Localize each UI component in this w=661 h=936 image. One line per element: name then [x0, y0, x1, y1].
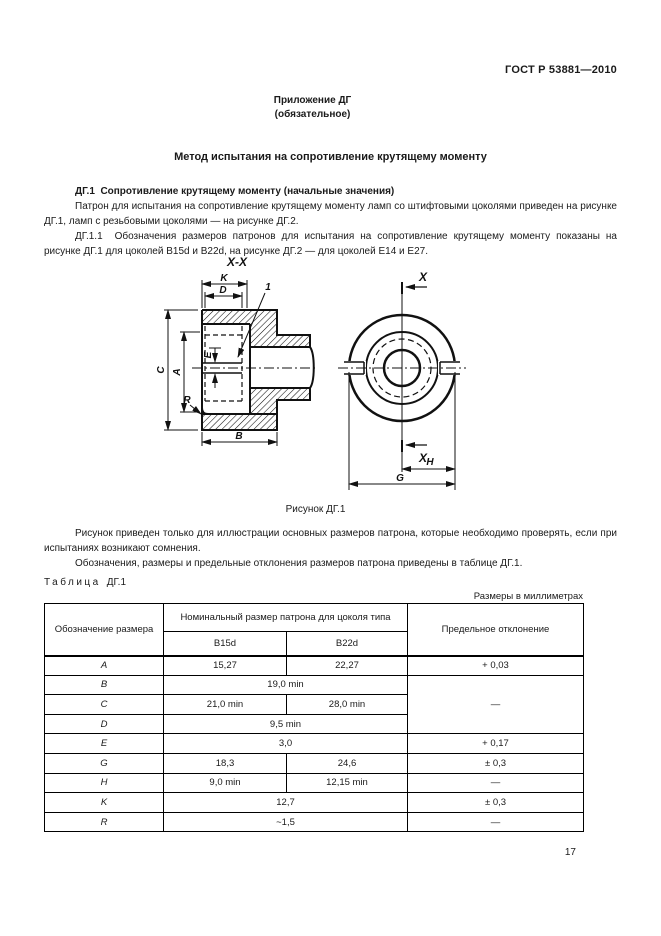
header-nominal: Номинальный размер патрона для цоколя типа [164, 604, 408, 632]
appendix-title: Приложение ДГ [273, 95, 352, 106]
dim-label-e: E [203, 351, 214, 359]
tolerance-cell: + 0,17 [408, 734, 584, 754]
value-cell: 12,7 [164, 793, 408, 813]
part-ref-label: 1 [265, 282, 271, 293]
tolerance-cell: — [408, 773, 584, 793]
table-row [45, 812, 584, 832]
dim-name-cell: H [45, 773, 164, 793]
figure-notes [44, 526, 617, 571]
dim-name-cell: R [45, 812, 164, 832]
dimension-h [402, 372, 455, 490]
tolerance-cell: — [408, 812, 584, 832]
page-title: Метод испытания на сопротивление крутящему моменту [174, 151, 487, 163]
table-row [45, 734, 584, 754]
dim-name-cell: A [45, 656, 164, 676]
value-cell: 28,0 min [287, 695, 408, 715]
dim-label-g: G [396, 473, 404, 484]
cut-mark-label: X [418, 270, 428, 284]
header-designation: Обозначение размера [45, 604, 164, 656]
tolerance-cell: — [408, 675, 584, 734]
value-cell: 9,0 min [164, 773, 287, 793]
dim-name-cell: C [45, 695, 164, 715]
value-cell: 15,27 [164, 656, 287, 676]
table-row [45, 793, 584, 813]
dim-label-b: B [235, 431, 243, 442]
page-number: 17 [564, 847, 576, 858]
appendix-type: (обязательное) [274, 109, 351, 120]
hatched-region [202, 388, 310, 430]
value-cell: 24,6 [287, 753, 408, 773]
tolerance-cell: ± 0,3 [408, 753, 584, 773]
paragraph: ДГ.1.1 Обозначения размеров патронов для испытания на сопротивление крутящему моменту показаны на рисунке ДГ.1 для цоколей B15d и B22d, на рисунке ДГ.2 — для цоколей E14 и E27. [44, 231, 617, 257]
body-text [44, 184, 617, 259]
table-label-number: ДГ.1 [106, 577, 127, 588]
value-cell: 12,15 min [287, 773, 408, 793]
dim-label-r: R [183, 395, 191, 406]
value-cell: 22,27 [287, 656, 408, 676]
dimensions-table [44, 603, 584, 832]
paragraph: Патрон для испытания на сопротивление крутящему моменту ламп со штифтовыми цоколями приведен на рисунке ДГ.1, ламп с резьбовыми цоколями — на рисунке ДГ.2. [44, 201, 617, 227]
value-cell: ~1,5 [164, 812, 408, 832]
value-cell: 18,3 [164, 753, 287, 773]
dim-label-a: A [172, 368, 183, 376]
cut-mark-label: X [418, 451, 428, 465]
paragraph: Обозначения, размеры и предельные отклонения размеров патрона приведены в таблице ДГ.1. [75, 558, 523, 569]
table-label-word: Таблица [44, 577, 101, 588]
dimension-r-leader [190, 405, 201, 414]
dim-label-k: K [220, 273, 228, 284]
dim-name-cell: G [45, 753, 164, 773]
cut-mark-top [402, 270, 428, 294]
dim-label-d: D [219, 285, 227, 296]
dim-name-cell: K [45, 793, 164, 813]
table-label [44, 577, 126, 588]
value-cell: 21,0 min [164, 695, 287, 715]
table-row [45, 675, 584, 695]
dim-label-c: C [156, 366, 167, 374]
figure-caption: Рисунок ДГ.1 [285, 504, 346, 515]
value-cell: 9,5 min [164, 714, 408, 734]
appendix-header [44, 94, 617, 122]
section-heading: ДГ.1 Сопротивление крутящему моменту (начальные значения) [75, 186, 395, 197]
dim-name-cell: E [45, 734, 164, 754]
table-row [45, 773, 584, 793]
front-view [338, 270, 466, 490]
cut-mark-bottom [402, 440, 428, 465]
dim-label-h: H [426, 457, 434, 468]
tolerance-cell: ± 0,3 [408, 793, 584, 813]
value-cell: 19,0 min [164, 675, 408, 695]
section-label: X-X [226, 255, 248, 269]
tolerance-cell: + 0,03 [408, 656, 584, 676]
dim-name-cell: B [45, 675, 164, 695]
table-row [45, 656, 584, 676]
figure-dg1-drawing [140, 250, 470, 500]
paragraph: Рисунок приведен только для иллюстрации основных размеров патрона, которые необходимо проверять, если при испытаниях возникают сомнения. [44, 528, 617, 554]
header-b15d: B15d [164, 632, 287, 656]
dim-name-cell: D [45, 714, 164, 734]
table-row [45, 753, 584, 773]
header-tolerance: Предельное отклонение [408, 604, 584, 656]
value-cell: 3,0 [164, 734, 408, 754]
header-b22d: B22d [287, 632, 408, 656]
units-note: Размеры в миллиметрах [473, 591, 583, 602]
standard-code: ГОСТ Р 53881—2010 [505, 64, 617, 76]
section-view [156, 255, 318, 446]
